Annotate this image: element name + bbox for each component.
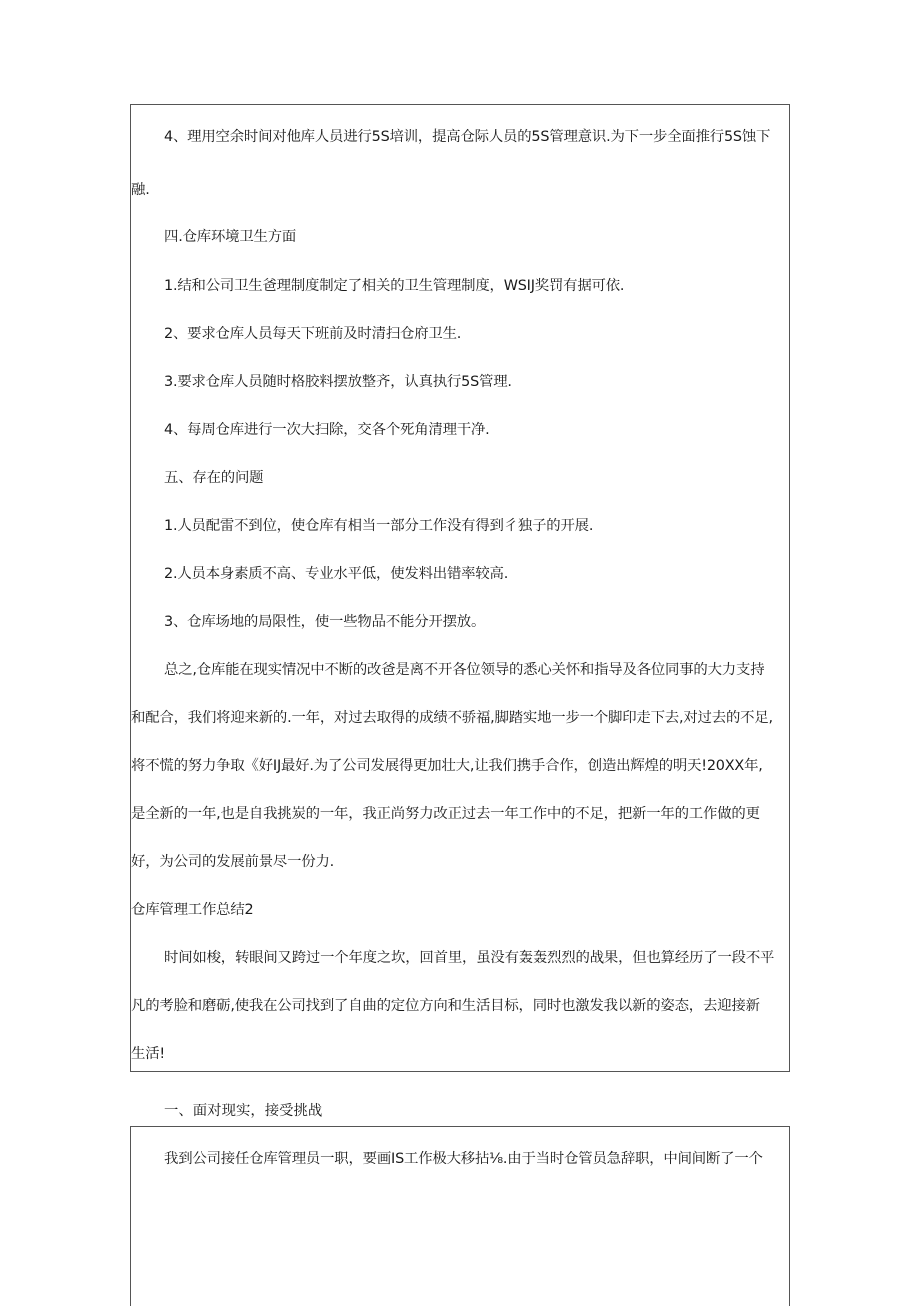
text-line-20: 生活!: [131, 1046, 165, 1062]
text-line-05: 2、要求仓库人员每天下班前及时清扫仓府卫生.: [164, 326, 462, 342]
text-line-11: 3、仓库场地的局限性，使一些物品不能分开摆放。: [164, 614, 486, 630]
text-line-01: 4、理用空余时间对他库人员进行5S培训，提高仓际人员的5S管理意识.为下一步全面推行5S蚀下: [164, 129, 771, 145]
section-heading-problems: 五、存在的问题: [164, 470, 264, 486]
content-frame-top: [130, 104, 790, 1072]
text-line-12: 总之,仓库能在现实情况中不断的改爸是离不开各位领导的悉心关怀和指导及各位同事的大力支持: [164, 662, 765, 678]
text-line-19: 凡的考脸和磨砺,使我在公司找到了自曲的定位方向和生活目标，同时也激发我以新的姿态，去迎接新: [131, 998, 760, 1014]
text-line-14: 将不慌的努力争取《好IJ最好.为了公司发展得更加壮大,让我们携手合作，创造出辉煌的明天!20XX年,: [131, 758, 763, 774]
text-line-16: 好，为公司的发展前景尽一份力.: [131, 854, 335, 870]
text-line-04: 1.结和公司卫生爸理制度制定了相关的卫生管理制度，WSIJ奖罚有据可依.: [164, 278, 625, 294]
section-heading-environment: 四.仓库环境卫生方面: [164, 229, 297, 245]
section-heading-face-reality: 一、面对现实，接受挑战: [164, 1103, 323, 1119]
text-line-02: 融.: [131, 182, 150, 198]
text-line-18: 时间如梭，转眼间又跨过一个年度之坎，回首里，虽没有轰轰烈烈的战果，但也算经历了一段不平: [164, 950, 775, 966]
text-line-10: 2.人员本身素质不高、专业水平低，使发料出错率较高.: [164, 566, 509, 582]
text-line-13: 和配合，我们将迎来新的.一年，对过去取得的成绩不骄福,脚踏实地一步一个脚印走下去,对过去的不足,: [131, 710, 773, 726]
document-subtitle: 仓库管理工作总结2: [131, 902, 254, 918]
text-line-21: 我到公司接任仓库管理员一职，要画IS工作极大移拈⅛.由于当时仓管员急辞职，中间间断了一个: [164, 1151, 763, 1167]
text-line-09: 1.人员配雷不到位，使仓库有相当一部分工作没有得到彳独子的开展.: [164, 518, 594, 534]
text-line-06: 3.要求仓库人员随时格胶料摆放整齐，认真执行5S管理.: [164, 374, 512, 390]
text-line-15: 是全新的一年,也是自我挑炭的一年，我正尚努力改正过去一年工作中的不足，把新一年的工作做的更: [131, 806, 760, 822]
text-line-07: 4、每周仓库进行一次大扫除，交各个死角清理干净.: [164, 422, 490, 438]
